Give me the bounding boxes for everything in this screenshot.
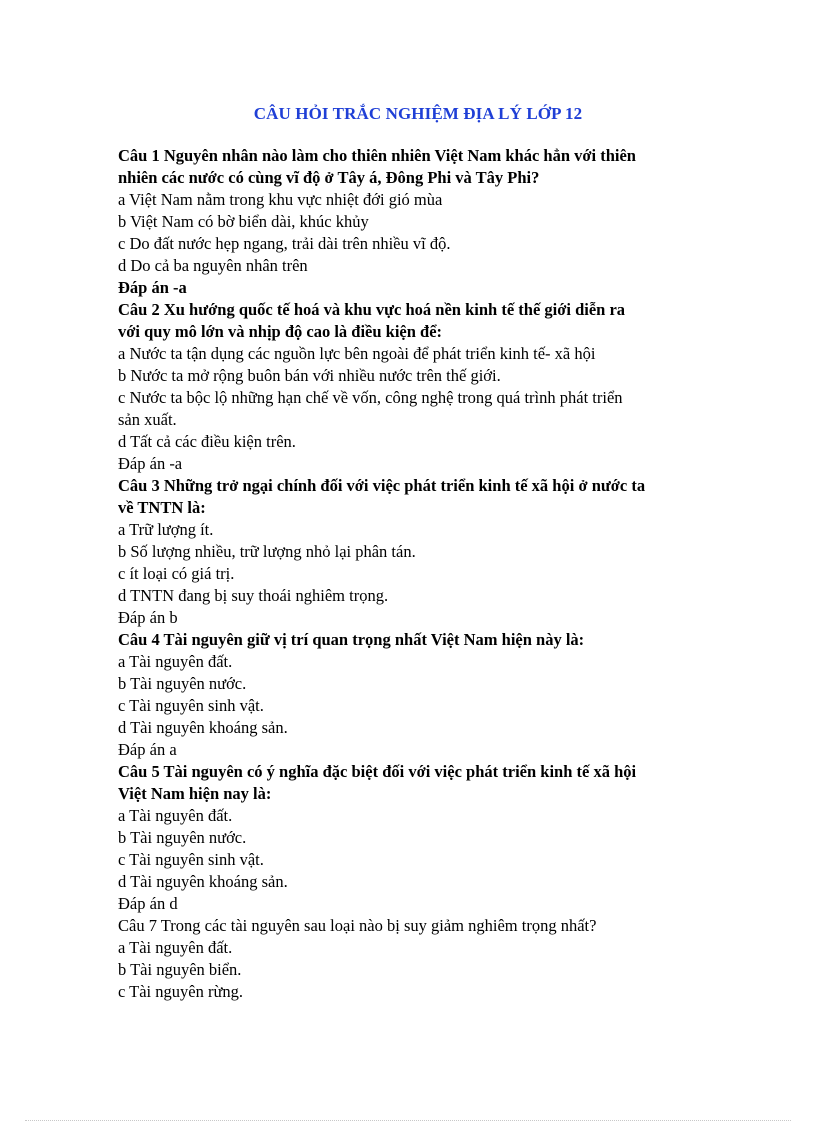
answer-key-line: Đáp án a <box>118 740 177 759</box>
option-line: d Tài nguyên khoáng sản. <box>118 872 288 891</box>
option-line: b Tài nguyên biển. <box>118 960 242 979</box>
text-line: nhiên các nước có cùng vĩ độ ở Tây á, Đông Phi và Tây Phi? <box>118 168 540 187</box>
option-line: b Tài nguyên nước. <box>118 828 247 847</box>
answer-key-line: Đáp án -a <box>118 454 183 473</box>
option-line: a Trữ lượng ít. <box>118 520 214 539</box>
question-line: Câu 2 Xu hướng quốc tế hoá và khu vực hoá nền kinh tế thế giới diễn ra <box>118 300 626 319</box>
question-line: Câu 1 Nguyên nhân nào làm cho thiên nhiên Việt Nam khác hẳn với thiên <box>118 146 636 165</box>
option-line: a Tài nguyên đất. <box>118 652 233 671</box>
question-line: Câu 4 Tài nguyên giữ vị trí quan trọng nhất Việt Nam hiện này là: <box>118 630 585 649</box>
option-line: b Số lượng nhiều, trữ lượng nhỏ lại phân tán. <box>118 542 416 561</box>
option-line: c Nước ta bộc lộ những hạn chế về vốn, công nghệ trong quá trình phát triển <box>118 388 623 407</box>
text-line: sản xuất. <box>118 410 177 429</box>
option-line: c Tài nguyên sinh vật. <box>118 850 264 869</box>
answer-key-line: Đáp án -a <box>118 278 187 297</box>
option-line: b Việt Nam có bờ biển dài, khúc khủy <box>118 212 369 231</box>
answer-key-line: Đáp án b <box>118 608 178 627</box>
answer-key-line: Đáp án d <box>118 894 178 913</box>
text-line: với quy mô lớn và nhịp độ cao là điều kiện để: <box>118 322 443 341</box>
question-line: Câu 7 Trong các tài nguyên sau loại nào bị suy giảm nghiêm trọng nhất? <box>118 916 597 935</box>
option-line: d Tất cả các điều kiện trên. <box>118 432 296 451</box>
option-line: a Tài nguyên đất. <box>118 938 233 957</box>
option-line: c Tài nguyên sinh vật. <box>118 696 264 715</box>
option-line: d TNTN đang bị suy thoái nghiêm trọng. <box>118 586 389 605</box>
option-line: c ít loại có giá trị. <box>118 564 235 583</box>
option-line: b Nước ta mở rộng buôn bán với nhiều nước trên thế giới. <box>118 366 501 385</box>
option-line: d Do cả ba nguyên nhân trên <box>118 256 308 275</box>
option-line: c Do đất nước hẹp ngang, trải dài trên nhiều vĩ độ. <box>118 234 451 253</box>
option-line: c Tài nguyên rừng. <box>118 982 244 1001</box>
text-line: về TNTN là: <box>118 498 206 517</box>
option-line: a Nước ta tận dụng các nguồn lực bên ngoài để phát triển kinh tế- xã hội <box>118 344 596 363</box>
option-line: b Tài nguyên nước. <box>118 674 247 693</box>
text-line: Việt Nam hiện nay là: <box>118 784 272 803</box>
option-line: d Tài nguyên khoáng sản. <box>118 718 288 737</box>
question-line: Câu 3 Những trở ngại chính đối với việc phát triển kinh tế xã hội ở nước ta <box>118 476 646 495</box>
option-line: a Việt Nam nằm trong khu vực nhiệt đới gió mùa <box>118 190 443 209</box>
question-line: Câu 5 Tài nguyên có ý nghĩa đặc biệt đối với việc phát triển kinh tế xã hội <box>118 762 637 781</box>
document-body <box>118 145 718 1003</box>
option-line: a Tài nguyên đất. <box>118 806 233 825</box>
page-bottom-divider <box>25 1120 791 1121</box>
document-title: CÂU HỎI TRẮC NGHIỆM ĐỊA LÝ LỚP 12 <box>253 104 583 123</box>
